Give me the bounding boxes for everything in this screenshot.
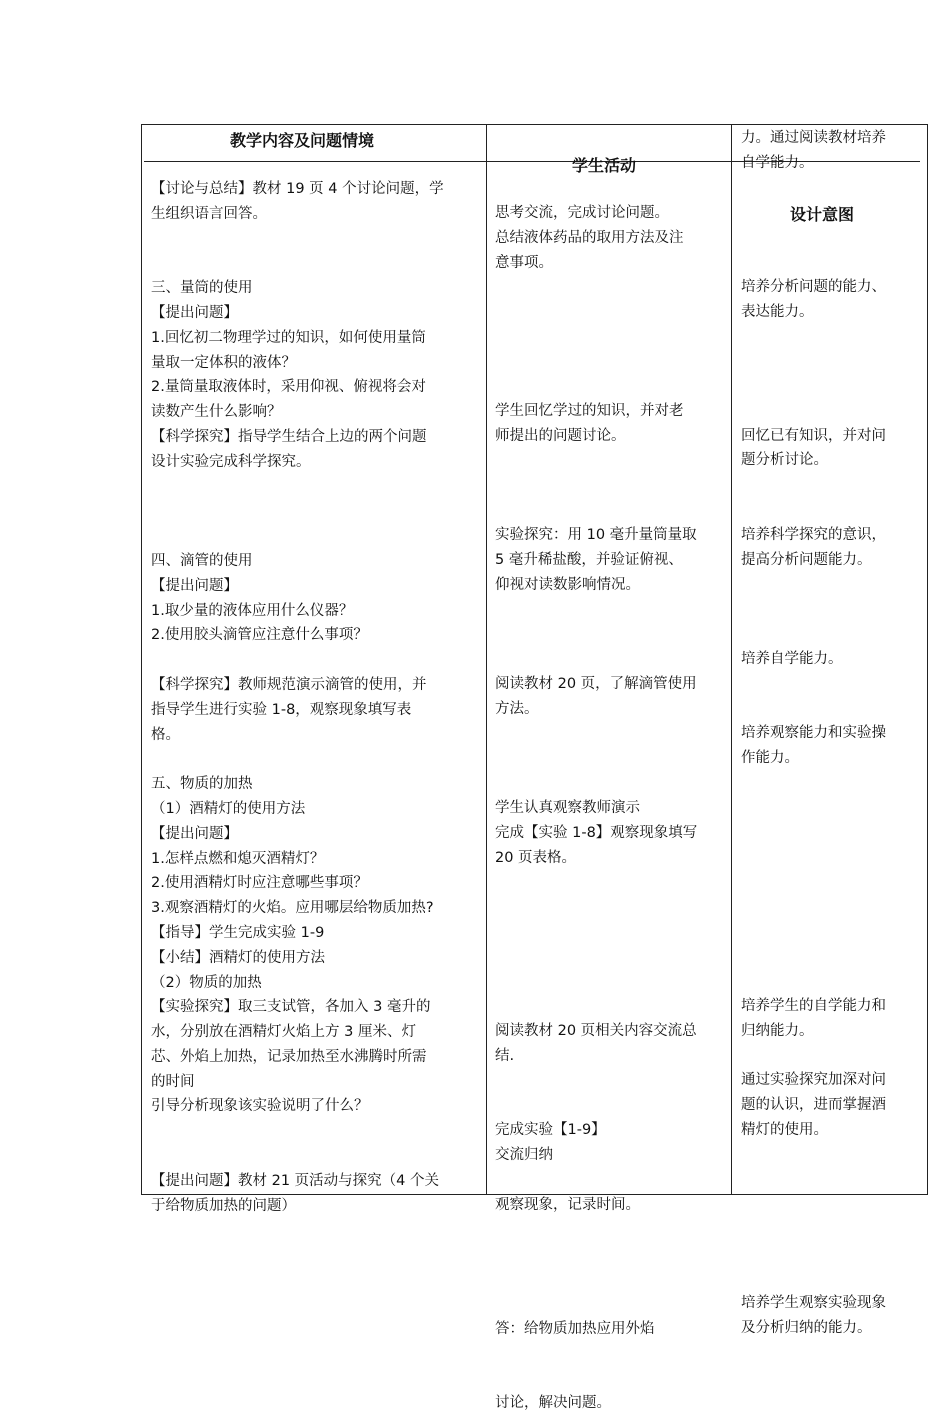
header-intent: 设计意图: [790, 205, 855, 224]
text-line: [495, 871, 725, 896]
text-line: 仰视对读数影响情况。: [495, 576, 640, 593]
text-line: [741, 622, 921, 647]
text-line: [741, 1043, 921, 1068]
text-line: 学生认真观察教师演示: [495, 800, 640, 817]
text-line: [495, 1242, 725, 1267]
text-line: 于给物质加热的问题）: [151, 1197, 296, 1214]
text-line: [741, 597, 921, 622]
text-line: [741, 870, 921, 895]
text-line: [495, 623, 725, 648]
text-line: [741, 672, 921, 697]
text-line: [495, 1168, 725, 1193]
text-line: [741, 771, 921, 796]
text-line: 实验探究：用 10 毫升量筒量取: [495, 527, 697, 544]
text-line: 【指导】学生完成实验 1-9: [151, 924, 325, 941]
text-line: 1.取少量的液体应用什么仪器？: [151, 602, 354, 619]
text-line: [741, 1267, 921, 1292]
text-line: [741, 895, 921, 920]
text-line: [741, 820, 921, 845]
text-line: 回忆已有知识，并对问: [741, 427, 886, 444]
text-line: 【讨论与总结】教材 19 页 4 个讨论问题，学: [151, 181, 444, 197]
text-line: [495, 499, 725, 524]
text-line: [495, 598, 725, 623]
text-line: [151, 499, 484, 524]
text-line: 归纳能力。: [741, 1022, 814, 1039]
header-content: 教学内容及问题情境: [230, 131, 375, 150]
text-line: 培养科学探究的意识，: [741, 526, 886, 543]
text-line: [495, 300, 725, 325]
text-line: 2.使用胶头滴管应注意什么事项？: [151, 627, 368, 644]
text-line: 【科学探究】教师规范演示滴管的使用，并: [151, 676, 427, 693]
text-line: 题分析讨论。: [741, 452, 828, 469]
text-line: 20 页表格。: [495, 849, 577, 866]
text-line: [741, 696, 921, 721]
text-line: [495, 1267, 725, 1292]
text-line: 读数产生什么影响？: [151, 404, 282, 421]
text-line: 生组织语言回答。: [151, 205, 267, 222]
text-line: 自学能力。: [741, 154, 814, 171]
text-line: [741, 845, 921, 870]
text-line: 作能力。: [741, 749, 799, 766]
text-line: 【小结】酒精灯的使用方法: [151, 949, 325, 966]
text-line: 表达能力。: [741, 303, 814, 320]
text-line: 通过实验探究加深对问: [741, 1072, 886, 1089]
text-line: [495, 1366, 725, 1391]
text-line: 培养学生观察实验现象: [741, 1295, 886, 1312]
text-line: [741, 920, 921, 945]
text-line: 指导学生进行实验 1-8，观察现象填写表: [151, 701, 412, 718]
text-line: 答：给物质加热应用外焰: [495, 1320, 655, 1337]
text-line: （2）物质的加热: [151, 974, 262, 991]
text-line: 培养自学能力。: [741, 650, 843, 667]
text-line: 四、滴管的使用: [151, 552, 253, 569]
text-line: [495, 771, 725, 796]
text-line: [741, 1192, 921, 1217]
text-line: [495, 275, 725, 300]
text-line: 【科学探究】指导学生结合上边的两个问题: [151, 428, 427, 445]
text-line: 培养学生的自学能力和: [741, 997, 886, 1014]
text-line: [495, 375, 725, 400]
activity-column: [495, 201, 725, 1416]
text-line: 5 毫升稀盐酸，并验证俯视、: [495, 552, 683, 569]
header-activity: 学生活动: [572, 156, 637, 175]
text-line: [741, 969, 921, 994]
text-line: [495, 474, 725, 499]
text-line: 设计实验完成科学探究。: [151, 453, 311, 470]
text-line: 交流归纳: [495, 1147, 553, 1164]
text-line: 五、物质的加热: [151, 776, 253, 793]
content-column: [151, 177, 484, 1218]
text-line: 师提出的问题讨论。: [495, 428, 626, 445]
text-line: [495, 1094, 725, 1119]
text-line: [741, 1242, 921, 1267]
text-line: 水，分别放在酒精灯火焰上方 3 厘米、灯: [151, 1024, 416, 1041]
text-line: 完成实验【1-9】: [495, 1122, 606, 1139]
text-line: [741, 225, 921, 250]
text-line: 3.观察酒精灯的火焰。应用哪层给物质加热?: [151, 900, 434, 917]
text-line: [495, 1292, 725, 1317]
text-line: 三、量筒的使用: [151, 280, 253, 297]
column-divider-1: [486, 125, 487, 1194]
text-line: [495, 945, 725, 970]
text-line: [495, 449, 725, 474]
text-line: [151, 251, 484, 276]
text-line: [495, 350, 725, 375]
text-line: [495, 325, 725, 350]
text-line: 的时间: [151, 1073, 195, 1090]
text-line: 培养分析问题的能力、: [741, 278, 886, 295]
text-line: 讨论，解决问题。: [495, 1395, 611, 1412]
text-line: [741, 796, 921, 821]
text-line: [151, 475, 484, 500]
text-line: 意事项。: [495, 254, 553, 271]
text-line: [495, 920, 725, 945]
text-line: [495, 995, 725, 1020]
text-line: [151, 1144, 484, 1169]
text-line: [741, 473, 921, 498]
text-line: 【提出问题】: [151, 825, 238, 842]
text-line: 结.: [495, 1048, 515, 1065]
text-line: [495, 1218, 725, 1243]
text-line: 题的认识，进而掌握酒: [741, 1097, 886, 1114]
text-line: 及分析归纳的能力。: [741, 1320, 872, 1337]
text-line: [151, 747, 484, 772]
text-line: [741, 572, 921, 597]
text-line: [151, 524, 484, 549]
text-line: 学生回忆学过的知识，并对老: [495, 403, 684, 420]
text-line: [741, 399, 921, 424]
text-line: 阅读教材 20 页相关内容交流总: [495, 1023, 697, 1040]
text-line: [495, 747, 725, 772]
text-line: [495, 1069, 725, 1094]
text-line: [495, 895, 725, 920]
text-line: 培养观察能力和实验操: [741, 725, 886, 742]
text-line: 芯、外焰上加热，记录加热至水沸腾时所需: [151, 1048, 427, 1065]
text-line: 【实验探究】取三支试管，各加入 3 毫升的: [151, 999, 431, 1016]
text-line: [741, 1217, 921, 1242]
text-line: 观察现象，记录时间。: [495, 1196, 640, 1213]
text-line: 方法。: [495, 700, 539, 717]
text-line: [495, 1342, 725, 1367]
text-line: 引导分析现象该实验说明了什么？: [151, 1098, 369, 1115]
text-line: 【提出问题】教材 21 页活动与探究（4 个关: [151, 1172, 440, 1189]
lesson-plan-table: [141, 124, 928, 1412]
text-line: [741, 374, 921, 399]
text-line: 精灯的使用。: [741, 1121, 828, 1138]
text-line: [741, 349, 921, 374]
text-line: [741, 1143, 921, 1168]
column-divider-2: [731, 125, 732, 1194]
text-line: 【提出问题】: [151, 304, 238, 321]
text-line: [741, 324, 921, 349]
text-line: [741, 250, 921, 275]
text-line: 量取一定体积的液体？: [151, 354, 296, 371]
text-line: 阅读教材 20 页，了解滴管使用: [495, 676, 697, 693]
text-line: [151, 227, 484, 252]
text-line: 2.使用酒精灯时应注意哪些事项？: [151, 875, 368, 892]
text-line: [741, 944, 921, 969]
text-line: [741, 176, 921, 201]
text-line: [741, 200, 921, 225]
text-line: [495, 722, 725, 747]
text-line: 完成【实验 1-8】观察现象填写: [495, 824, 698, 841]
text-line: [495, 647, 725, 672]
text-line: [151, 648, 484, 673]
text-line: （1）酒精灯的使用方法: [151, 800, 306, 817]
text-line: 提高分析问题能力。: [741, 551, 872, 568]
text-line: 1.怎样点燃和熄灭酒精灯？: [151, 850, 325, 867]
text-line: [495, 970, 725, 995]
text-line: 总结液体药品的取用方法及注: [495, 229, 684, 246]
text-line: 【提出问题】: [151, 577, 238, 594]
text-line: [741, 1167, 921, 1192]
text-line: 格。: [151, 726, 180, 743]
text-line: [151, 1119, 484, 1144]
intent-column: [741, 126, 921, 1341]
text-line: 1.回忆初二物理学过的知识，如何使用量筒: [151, 329, 426, 346]
text-line: 2.量筒量取液体时，采用仰视、俯视将会对: [151, 379, 426, 396]
text-line: 力。通过阅读教材培养: [741, 130, 886, 146]
text-line: [741, 498, 921, 523]
text-line: 思考交流，完成讨论问题。: [495, 205, 669, 221]
